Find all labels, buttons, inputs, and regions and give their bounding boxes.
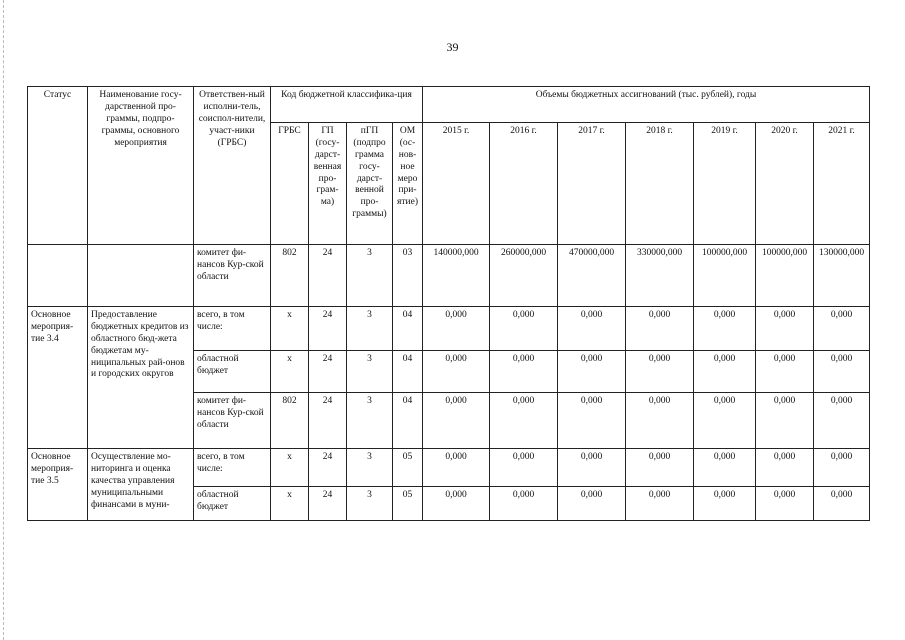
- header-year: 2021 г.: [814, 123, 870, 245]
- value-cell: 0,000: [814, 449, 870, 487]
- value-cell: 0,000: [694, 351, 756, 393]
- value-cell: 0,000: [756, 487, 814, 521]
- header-status: Статус: [28, 87, 88, 245]
- grbs-cell: х: [271, 351, 309, 393]
- value-cell: 0,000: [490, 449, 558, 487]
- pgp-cell: 3: [347, 245, 393, 307]
- gp-cell: 24: [309, 307, 347, 351]
- pgp-cell: 3: [347, 449, 393, 487]
- value-cell: 0,000: [558, 449, 626, 487]
- header-pgp: пГП (подпро грамма госу-дарст-венной про-граммы): [347, 123, 393, 245]
- value-cell: 0,000: [756, 307, 814, 351]
- pgp-cell: 3: [347, 393, 393, 449]
- grbs-cell: 802: [271, 245, 309, 307]
- header-volumes: Объемы бюджетных ассигнований (тыс. рублей), годы: [423, 87, 870, 123]
- value-cell: 0,000: [490, 393, 558, 449]
- status-cell: Основное мероприя-тие 3.5: [28, 449, 88, 521]
- gp-cell: 24: [309, 449, 347, 487]
- value-cell: 0,000: [756, 449, 814, 487]
- value-cell: 0,000: [626, 449, 694, 487]
- value-cell: 0,000: [626, 393, 694, 449]
- header-name: Наименование госу-дарственной про-граммы, подпро-граммы, основного мероприятия: [88, 87, 194, 245]
- value-cell: 100000,000: [756, 245, 814, 307]
- responsible-cell: комитет фи-нансов Кур-ской области: [194, 393, 271, 449]
- om-cell: 03: [393, 245, 423, 307]
- status-cell: [28, 245, 88, 307]
- value-cell: 0,000: [756, 393, 814, 449]
- value-cell: 0,000: [626, 487, 694, 521]
- value-cell: 0,000: [423, 351, 490, 393]
- value-cell: 0,000: [626, 351, 694, 393]
- value-cell: 0,000: [694, 449, 756, 487]
- value-cell: 0,000: [423, 393, 490, 449]
- value-cell: 0,000: [558, 393, 626, 449]
- header-year: 2017 г.: [558, 123, 626, 245]
- value-cell: 470000,000: [558, 245, 626, 307]
- header-year: 2018 г.: [626, 123, 694, 245]
- header-row-1: [28, 87, 870, 123]
- gp-cell: 24: [309, 487, 347, 521]
- activity-name-cell: Осуществление мо-ниторинга и оценка качества управления муниципальными финансами в муни-: [88, 449, 194, 521]
- activity-name-cell: Предоставление бюджетных кредитов из областного бюд-жета бюджетам му-ниципальных рай-онов и городских округов: [88, 307, 194, 449]
- budget-table: [27, 86, 870, 521]
- value-cell: 0,000: [490, 487, 558, 521]
- value-cell: 0,000: [814, 393, 870, 449]
- table-row: [28, 449, 870, 487]
- om-cell: 04: [393, 307, 423, 351]
- value-cell: 0,000: [558, 351, 626, 393]
- om-cell: 05: [393, 449, 423, 487]
- grbs-cell: х: [271, 449, 309, 487]
- gp-cell: 24: [309, 393, 347, 449]
- header-year: 2020 г.: [756, 123, 814, 245]
- grbs-cell: х: [271, 487, 309, 521]
- header-grbs: ГРБС: [271, 123, 309, 245]
- value-cell: 0,000: [694, 487, 756, 521]
- responsible-cell: всего, в том числе:: [194, 449, 271, 487]
- value-cell: 0,000: [626, 307, 694, 351]
- value-cell: 0,000: [423, 487, 490, 521]
- header-om: ОМ (ос-нов-ное меро при-ятие): [393, 123, 423, 245]
- responsible-cell: всего, в том числе:: [194, 307, 271, 351]
- grbs-cell: х: [271, 307, 309, 351]
- value-cell: 0,000: [423, 449, 490, 487]
- value-cell: 0,000: [814, 487, 870, 521]
- value-cell: 0,000: [694, 393, 756, 449]
- activity-name-cell: [88, 245, 194, 307]
- value-cell: 130000,000: [814, 245, 870, 307]
- value-cell: 0,000: [756, 351, 814, 393]
- gp-cell: 24: [309, 351, 347, 393]
- header-budget-code: Код бюджетной классифика-ция: [271, 87, 423, 123]
- table-row: [28, 245, 870, 307]
- value-cell: 0,000: [423, 307, 490, 351]
- value-cell: 0,000: [490, 307, 558, 351]
- value-cell: 0,000: [694, 307, 756, 351]
- header-year: 2015 г.: [423, 123, 490, 245]
- grbs-cell: 802: [271, 393, 309, 449]
- value-cell: 140000,000: [423, 245, 490, 307]
- page-number: 39: [446, 40, 459, 54]
- om-cell: 04: [393, 393, 423, 449]
- header-year: 2016 г.: [490, 123, 558, 245]
- pgp-cell: 3: [347, 307, 393, 351]
- page-edge-line: [3, 0, 4, 640]
- value-cell: 0,000: [814, 307, 870, 351]
- value-cell: 0,000: [558, 307, 626, 351]
- pgp-cell: 3: [347, 351, 393, 393]
- header-year: 2019 г.: [694, 123, 756, 245]
- pgp-cell: 3: [347, 487, 393, 521]
- header-responsible: Ответствен-ный исполни-тель, соиспол-нители, участ-ники (ГРБС): [194, 87, 271, 245]
- om-cell: 05: [393, 487, 423, 521]
- om-cell: 04: [393, 351, 423, 393]
- table-row: [28, 307, 870, 351]
- responsible-cell: областной бюджет: [194, 487, 271, 521]
- responsible-cell: комитет фи-нансов Кур-ской области: [194, 245, 271, 307]
- value-cell: 260000,000: [490, 245, 558, 307]
- value-cell: 100000,000: [694, 245, 756, 307]
- value-cell: 0,000: [558, 487, 626, 521]
- status-cell: Основное мероприя-тие 3.4: [28, 307, 88, 449]
- value-cell: 0,000: [814, 351, 870, 393]
- gp-cell: 24: [309, 245, 347, 307]
- value-cell: 0,000: [490, 351, 558, 393]
- header-gp: ГП (госу-дарст-венная про-грам-ма): [309, 123, 347, 245]
- value-cell: 330000,000: [626, 245, 694, 307]
- responsible-cell: областной бюджет: [194, 351, 271, 393]
